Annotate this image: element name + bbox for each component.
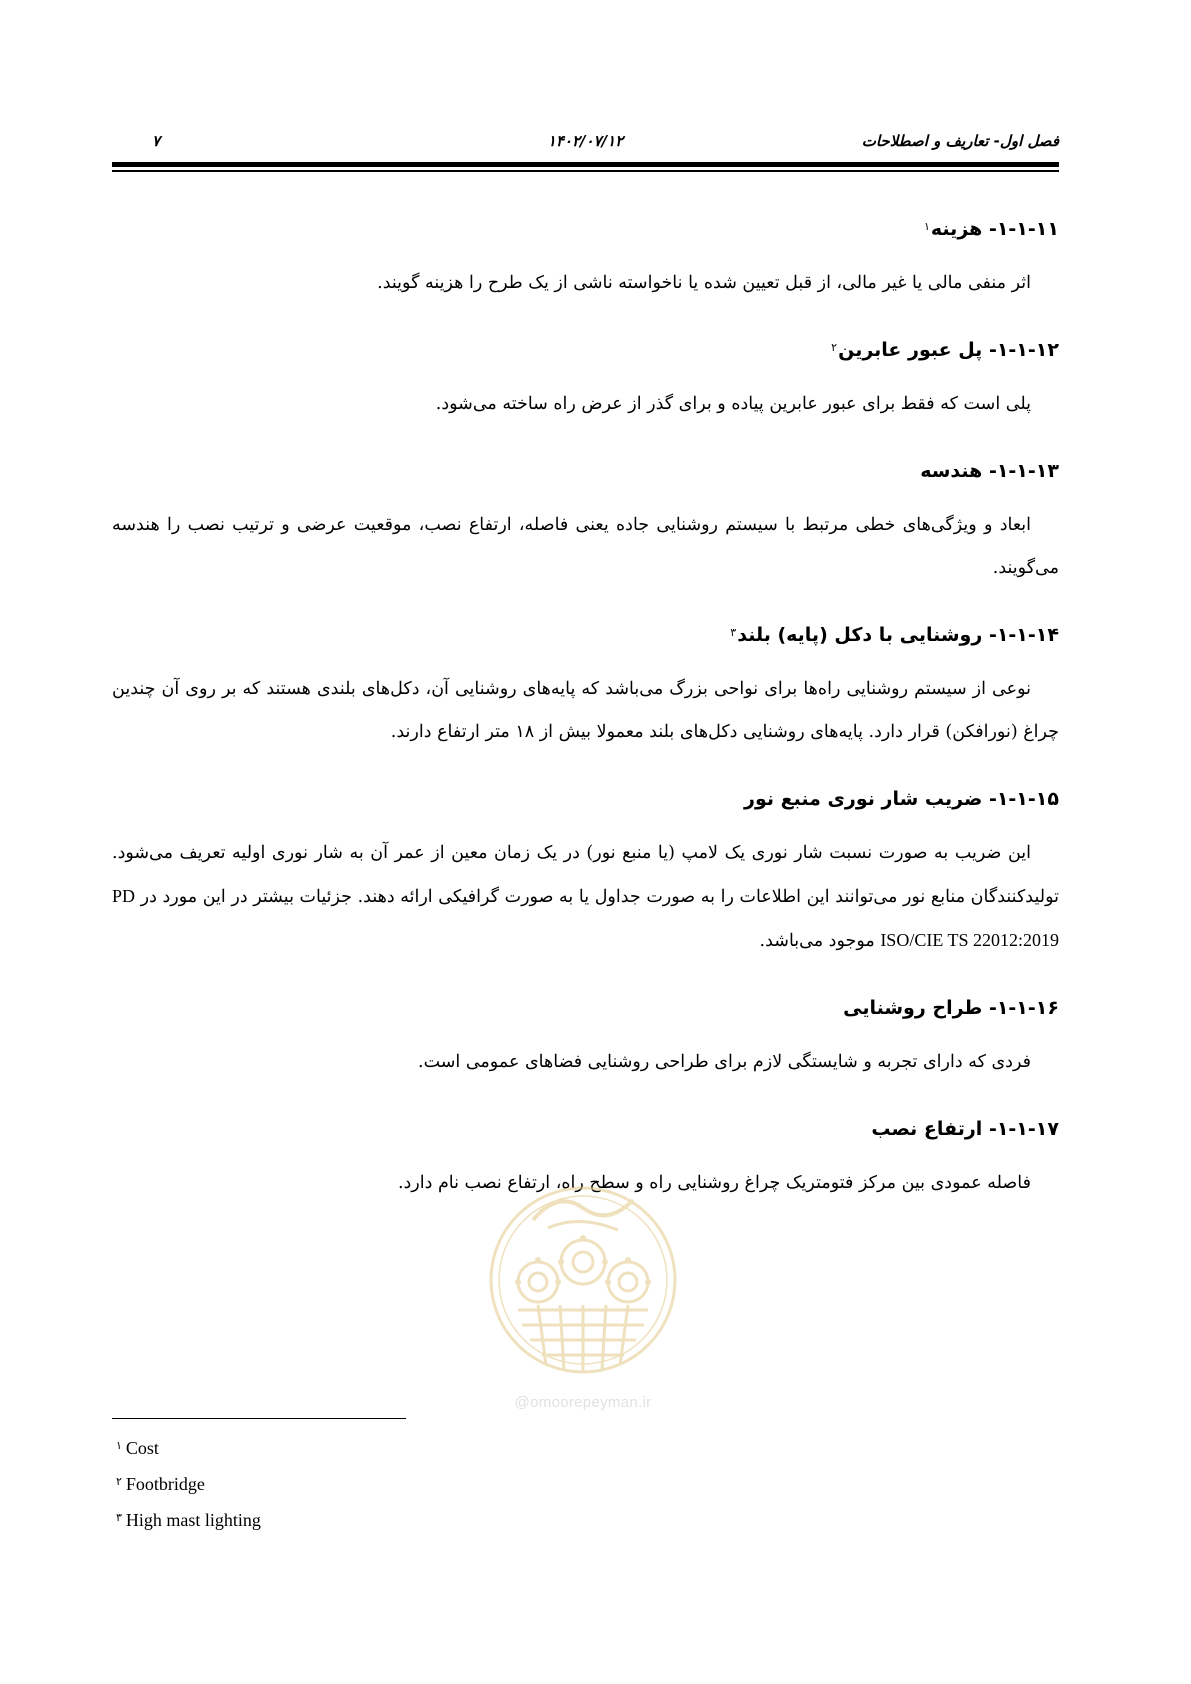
- section-number: ۱-۱-۱۵-: [988, 788, 1059, 810]
- footnote-text: Cost: [125, 1438, 159, 1458]
- section-geometry: [112, 456, 1059, 620]
- section-number: ۱-۱-۱۳-: [988, 460, 1059, 482]
- section-paragraph: نوعی از سیستم روشنایی راه‌ها برای نواحی بزرگ می‌باشد که پایه‌های روشنایی آن، دکل‌های بلندی هستند که بر روی آن چندین چراغ (نورافکن) قرار دارد. پایه‌های روشنایی دکل‌های بلند معمولا بیش از ۱۸ متر ارتفاع دارند.: [112, 679, 1059, 742]
- section-lumen-factor: [112, 784, 1059, 993]
- section-paragraph: اثر منفی مالی یا غیر مالی، از قبل تعیین شده یا ناخواسته ناشی از یک طرح را هزینه گویند.: [377, 273, 1031, 293]
- section-number: ۱-۱-۱۴-: [988, 624, 1059, 646]
- section-paragraph: ابعاد و ویژگی‌های خطی مرتبط با سیستم روشنایی جاده یعنی فاصله، ارتفاع نصب، موقعیت عرضی و ترتیب نصب را هندسه می‌گویند.: [112, 515, 1059, 578]
- watermark-text: @omoorepeyman.ir: [514, 1394, 652, 1411]
- page-number: ۷: [152, 132, 161, 150]
- section-paragraph: فردی که دارای تجربه و شایستگی لازم برای طراحی روشنایی فضاهای عمومی است.: [418, 1052, 1031, 1072]
- footnote-item: [116, 1466, 616, 1502]
- footnote-text: High mast lighting: [125, 1510, 261, 1530]
- footnote-item: [116, 1502, 616, 1538]
- standard-code: PD ISO/CIE TS 22012:2019: [112, 886, 1059, 950]
- section-cost: [112, 214, 1059, 335]
- section-title: طراح روشنایی: [843, 997, 983, 1019]
- section-heading: [112, 993, 1059, 1023]
- watermark-seal-icon: [478, 1170, 688, 1390]
- body-content: [112, 214, 1059, 1205]
- footnote-separator: [112, 1418, 406, 1419]
- section-heading: [112, 620, 1059, 650]
- header-date: ۱۴۰۲/۰۷/۱۲: [547, 132, 624, 150]
- section-heading: [112, 1114, 1059, 1144]
- section-heading: [112, 335, 1059, 365]
- section-title: هزینه: [930, 218, 983, 240]
- footnote-item: [116, 1430, 616, 1466]
- section-high-mast: [112, 620, 1059, 784]
- header-rule-thin: [112, 170, 1059, 172]
- footnote-text: Footbridge: [125, 1474, 205, 1494]
- section-title: روشنایی با دکل (پایه) بلند: [737, 624, 983, 646]
- footnote-mark: ۱: [116, 1439, 122, 1452]
- paragraph-text: این ضریب به صورت نسبت شار نوری یک لامپ (یا منبع نور) در یک زمان معین از عمر آن به شار نوری اولیه تعریف می‌شود. تولیدکنندگان منابع نور می‌توانند این اطلاعات را به صورت جداول یا به صورت گرافیکی ارائه دهند. جزئیات بیشتر در این مورد در: [112, 843, 1059, 907]
- chapter-title: فصل اول- تعاریف و اصطلاحات: [861, 132, 1059, 150]
- section-paragraph: پلی است که فقط برای عبور عابرین پیاده و برای گذر از عرض راه ساخته می‌شود.: [435, 394, 1031, 414]
- section-heading: [112, 784, 1059, 814]
- paragraph-text: موجود می‌باشد.: [759, 931, 875, 951]
- section-paragraph: فاصله عمودی بین مرکز فتومتریک چراغ روشنایی راه و سطح راه، ارتفاع نصب نام دارد.: [397, 1173, 1031, 1193]
- section-number: ۱-۱-۱۷-: [988, 1118, 1059, 1140]
- section-footbridge: [112, 335, 1059, 456]
- section-number: ۱-۱-۱۱-: [988, 218, 1059, 240]
- section-heading: [112, 456, 1059, 486]
- running-header: [112, 128, 1059, 156]
- footnote-ref: ۱: [923, 220, 930, 233]
- section-title: پل عبور عابرین: [838, 339, 983, 361]
- header-rule-thick: [112, 162, 1059, 167]
- section-title: هندسه: [920, 460, 983, 482]
- section-number: ۱-۱-۱۶-: [988, 997, 1059, 1019]
- section-title: ضریب شار نوری منبع نور: [744, 788, 983, 810]
- section-lighting-designer: [112, 993, 1059, 1114]
- section-number: ۱-۱-۱۲-: [988, 339, 1059, 361]
- footnote-ref: ۲: [831, 341, 838, 354]
- footnote-mark: ۲: [116, 1475, 122, 1488]
- section-heading: [112, 214, 1059, 244]
- watermark-logo: [478, 1170, 688, 1420]
- section-title: ارتفاع نصب: [871, 1118, 983, 1140]
- section-paragraph: [112, 832, 1059, 963]
- footnotes: [116, 1430, 616, 1538]
- footnote-ref: ۳: [730, 626, 737, 639]
- footnote-mark: ۳: [116, 1511, 122, 1524]
